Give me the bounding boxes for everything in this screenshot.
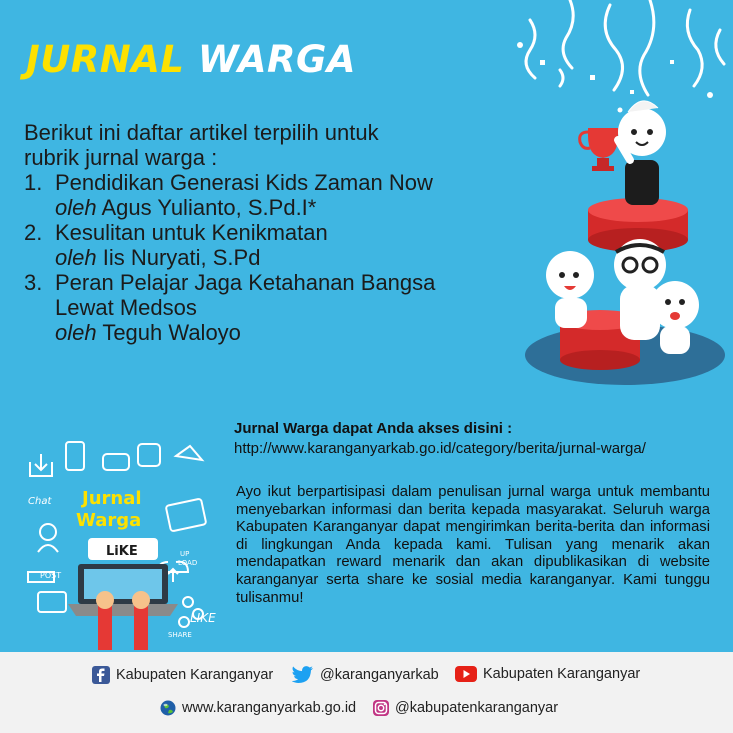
article-number: 3. (24, 270, 43, 295)
footer-twitter[interactable] (292, 666, 439, 684)
illus-title-2: Warga (76, 510, 142, 531)
intro-line-1: Berikut ini daftar artikel terpilih untuk (24, 120, 379, 145)
podium-illustration (500, 0, 733, 400)
post-label: POST (40, 571, 62, 580)
article-number: 2. (24, 220, 43, 245)
twitter-label: @karanganyarkab (320, 667, 439, 683)
footer-youtube[interactable] (455, 666, 640, 682)
article-author: Teguh Waloyo (102, 320, 241, 345)
footer-facebook[interactable] (92, 666, 273, 684)
article-author: Agus Yulianto, S.Pd.I* (101, 195, 317, 220)
intro-block (24, 120, 524, 345)
article-item (24, 270, 524, 345)
page-title (26, 38, 356, 81)
upload-label-2: LOAD (178, 559, 198, 567)
article-title: Pendidikan Generasi Kids Zaman Now (55, 170, 433, 195)
by-word: oleh (55, 245, 97, 270)
article-list (24, 170, 524, 345)
footer (0, 652, 733, 733)
access-block (234, 419, 724, 459)
footer-website[interactable] (160, 700, 356, 716)
trophy-icon (580, 128, 618, 171)
jurnal-warga-illustration (18, 432, 218, 650)
intro-line-2: rubrik jurnal warga : (24, 145, 218, 170)
article-number: 1. (24, 170, 43, 195)
article-title-cont: Lewat Medsos (55, 295, 197, 320)
instagram-icon (373, 700, 389, 716)
article-item (24, 170, 524, 220)
by-word: oleh (55, 320, 97, 345)
access-url[interactable]: http://www.karanganyarkab.go.id/category/berita/jurnal-warga/ (234, 440, 646, 457)
article-title: Peran Pelajar Jaga Ketahanan Bangsa (55, 270, 436, 295)
share-label: SHARE (168, 631, 192, 639)
article-item (24, 220, 524, 270)
download-icon (30, 454, 52, 476)
article-author: Iis Nuryati, S.Pd (102, 245, 261, 270)
facebook-label: Kabupaten Karanganyar (116, 667, 274, 683)
youtube-icon (455, 666, 477, 682)
title-part-yellow: JURNAL (26, 38, 185, 81)
upload-label-1: UP (180, 550, 190, 558)
access-heading: Jurnal Warga dapat Anda akses disini : (234, 420, 513, 437)
footer-instagram[interactable] (373, 700, 558, 716)
body-paragraph: Ayo ikut berpartisipasi dalam penulisan jurnal warga untuk membantu menyebarkan informasi dan berita kepada masyarakat. Seluruh warga Kabupaten Karanganyar dapat mengirimkan berita-berita dan informasi di lingkungan Anda kepada kami. Tulisan yang menarik akan mendapatkan reward menarik dan akan dipublikasikan di website karanganyar serta share ke sosial media karanganyar. Kami tunggu tulisanmu! (236, 484, 710, 606)
youtube-label: Kabupaten Karanganyar (483, 666, 641, 682)
title-part-white: WARGA (197, 38, 356, 81)
article-title: Kesulitan untuk Kenikmatan (55, 220, 328, 245)
like-label-2: LIKE (190, 611, 216, 625)
website-label: www.karanganyarkab.go.id (182, 700, 357, 716)
globe-icon (160, 700, 176, 716)
facebook-icon (92, 666, 110, 684)
by-word: oleh (55, 195, 97, 220)
illus-title-1: Jurnal (82, 488, 142, 509)
chat-label: Chat (28, 496, 52, 507)
instagram-label: @kabupatenkaranganyar (395, 700, 559, 716)
twitter-icon (292, 666, 314, 684)
like-label: LiKE (106, 544, 138, 559)
